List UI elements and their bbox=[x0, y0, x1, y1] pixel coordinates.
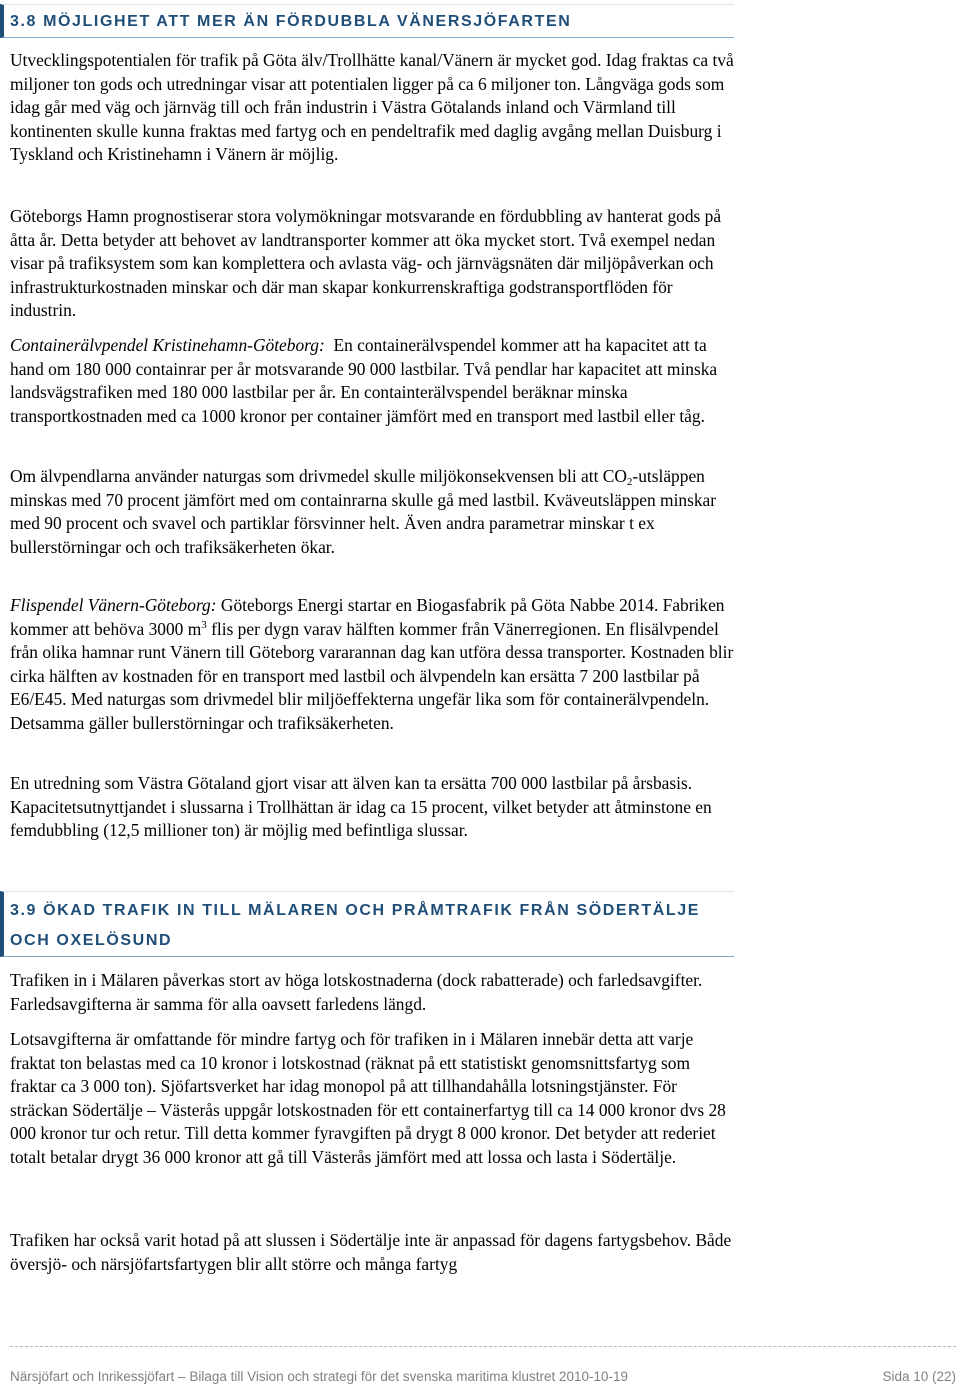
paragraph bbox=[10, 205, 736, 323]
footer-divider bbox=[10, 1346, 956, 1347]
paragraph bbox=[10, 49, 736, 167]
subscript: 2 bbox=[626, 476, 633, 488]
section-3-8-heading-bar bbox=[0, 4, 734, 38]
paragraph-text: Göteborgs Hamn prognostiserar stora volymökningar motsvarande en fördubbling av hanterat gods på åtta år. Detta betyder att behovet av landtransporter kommer att öka mycket stort. Två exempel nedan visar på trafiksystem som kan komplettera och avlasta väg- och järnvägsnäten där miljöpåverkan och infrastrukturkostnaden minskar och där man skapar konkurrenskraftiga godstransportflöden för industrin. bbox=[10, 206, 722, 321]
section-3-9-heading-bar bbox=[0, 891, 734, 957]
paragraph-text: Göteborgs Energi startar en Biogasfabrik på Göta Nabbe 2014. Fabriken kommer att behöva 3000 m bbox=[10, 595, 725, 639]
paragraph bbox=[10, 594, 736, 736]
section-heading: 3.9 ÖKAD TRAFIK IN TILL MÄLAREN OCH PRÅMTRAFIK FRÅN SÖDERTÄLJE OCH OXELÖSUND bbox=[10, 902, 701, 949]
paragraph-lead: Containerälvpendel Kristinehamn-Göteborg: bbox=[10, 335, 325, 355]
paragraph bbox=[10, 1229, 736, 1276]
paragraph-text: Lotsavgifterna är omfattande för mindre fartyg och för trafiken in i Mälaren innebär detta att varje fraktat ton belastas med ca 10 kronor i lotskostnad (räknat på ett statistiskt genomsnittsfartyg som fraktar ca 3 000 ton). Sjöfartsverket har idag monopol på att tillhandahålla lotsningstjänster. För sträckan Södertälje – Västerås uppgår lotskostnaden för ett containerfartyg till ca 14 000 kronor dvs 28 000 kronor tur och retur. Till detta kommer fyravgiften på drygt 8 000 kronor. Det betyder att rederiet totalt betalar drygt 36 000 kronor att gå till Västerås jämfört med att lossa och lasta i Södertälje. bbox=[10, 1029, 726, 1167]
footer-document-title: Närsjöfart och Inrikessjöfart – Bilaga till Vision och strategi för det svenska maritima klustret 2010-10-19 bbox=[10, 1369, 629, 1384]
paragraph-text: flis per dygn varav hälften kommer från Vänerregionen. En flisälvpendel från olika hamnar runt Vänern till Göteborg vararannan dag kan utföra dessa transporter. Kostnaden blir cirka hälften av kostnaden för en transport med lastbil och älvpendeln kan ersätta 7 200 lastbilar på E6/E45. Med naturgas som drivmedel blir miljöeffekterna ungefär lika som för containerälvpendeln. Detsamma gäller bullerstörningar och trafiksäkerheten. bbox=[10, 618, 734, 733]
paragraph-text: Trafiken in i Mälaren påverkas stort av höga lotskostnaderna (dock rabatterade) och farledsavgifter. Farledsavgifterna är samma för alla oavsett farledens längd. bbox=[10, 970, 703, 1014]
paragraph-text: -utsläppen minskas med 70 procent jämfört med om containrarna skulle gå med lastbil. Kväveutsläppen minskar med 90 procent och svavel och partiklar försvinner helt. Även andra parametrar minskar t ex bullerstörningar och och trafiksäkerheten ökar. bbox=[10, 466, 717, 557]
page-number: Sida 10 (22) bbox=[882, 1369, 956, 1384]
paragraph-text: En containerälvspendel kommer att ha kapacitet att ta hand om 180 000 containrar per år motsvarande 90 000 lastbilar. Två pendlar har kapacitet att minska landsvägstrafiken med 180 000 lastbilar per år. En containterälvspendel beräknar minska transportkostnaden med ca 1000 kronor per container jämfört med en transport med lastbil eller tåg. bbox=[10, 335, 718, 426]
superscript: 3 bbox=[201, 618, 207, 631]
section-heading: 3.8 MÖJLIGHET ATT MER ÄN FÖRDUBBLA VÄNERSJÖFARTEN bbox=[10, 13, 572, 30]
paragraph bbox=[10, 969, 736, 1016]
paragraph-text: En utredning som Västra Götaland gjort visar att älven kan ta ersätta 700 000 lastbilar på årsbasis. Kapacitetsutnyttjandet i slussarna i Trollhättan är idag ca 15 procent, vilket betyder att åtminstone en femdubbling (12,5 millioner ton) är möjlig med befintliga slussar. bbox=[10, 773, 712, 841]
paragraph-lead: Flispendel Vänern-Göteborg: bbox=[10, 595, 217, 615]
paragraph-text: Utvecklingspotentialen för trafik på Göta älv/Trollhätte kanal/Vänern är mycket god. Idag fraktas ca två miljoner ton gods och utredningar visar att potentialen ligger på ca 6 miljoner ton. Långväga gods som idag går med väg och järnväg till och från industrin i Västra Götalands inland och Värmland till kontinenten skulle kunna fraktas med fartyg och en pendeltrafik med daglig avgång mellan Duisburg i Tyskland och Kristinehamn i Vänern är möjlig. bbox=[10, 50, 734, 165]
paragraph bbox=[10, 772, 736, 843]
paragraph bbox=[10, 1028, 736, 1170]
paragraph bbox=[10, 334, 736, 428]
paragraph bbox=[10, 465, 736, 559]
paragraph-text: Om älvpendlarna använder naturgas som drivmedel skulle miljökonsekvensen bli att CO bbox=[10, 466, 627, 486]
paragraph-text: Trafiken har också varit hotad på att slussen i Södertälje inte är anpassad för dagens fartygsbehov. Både översjö- och närsjöfartsfartygen blir allt större och många fartyg bbox=[10, 1230, 732, 1274]
page-footer bbox=[10, 1369, 956, 1384]
